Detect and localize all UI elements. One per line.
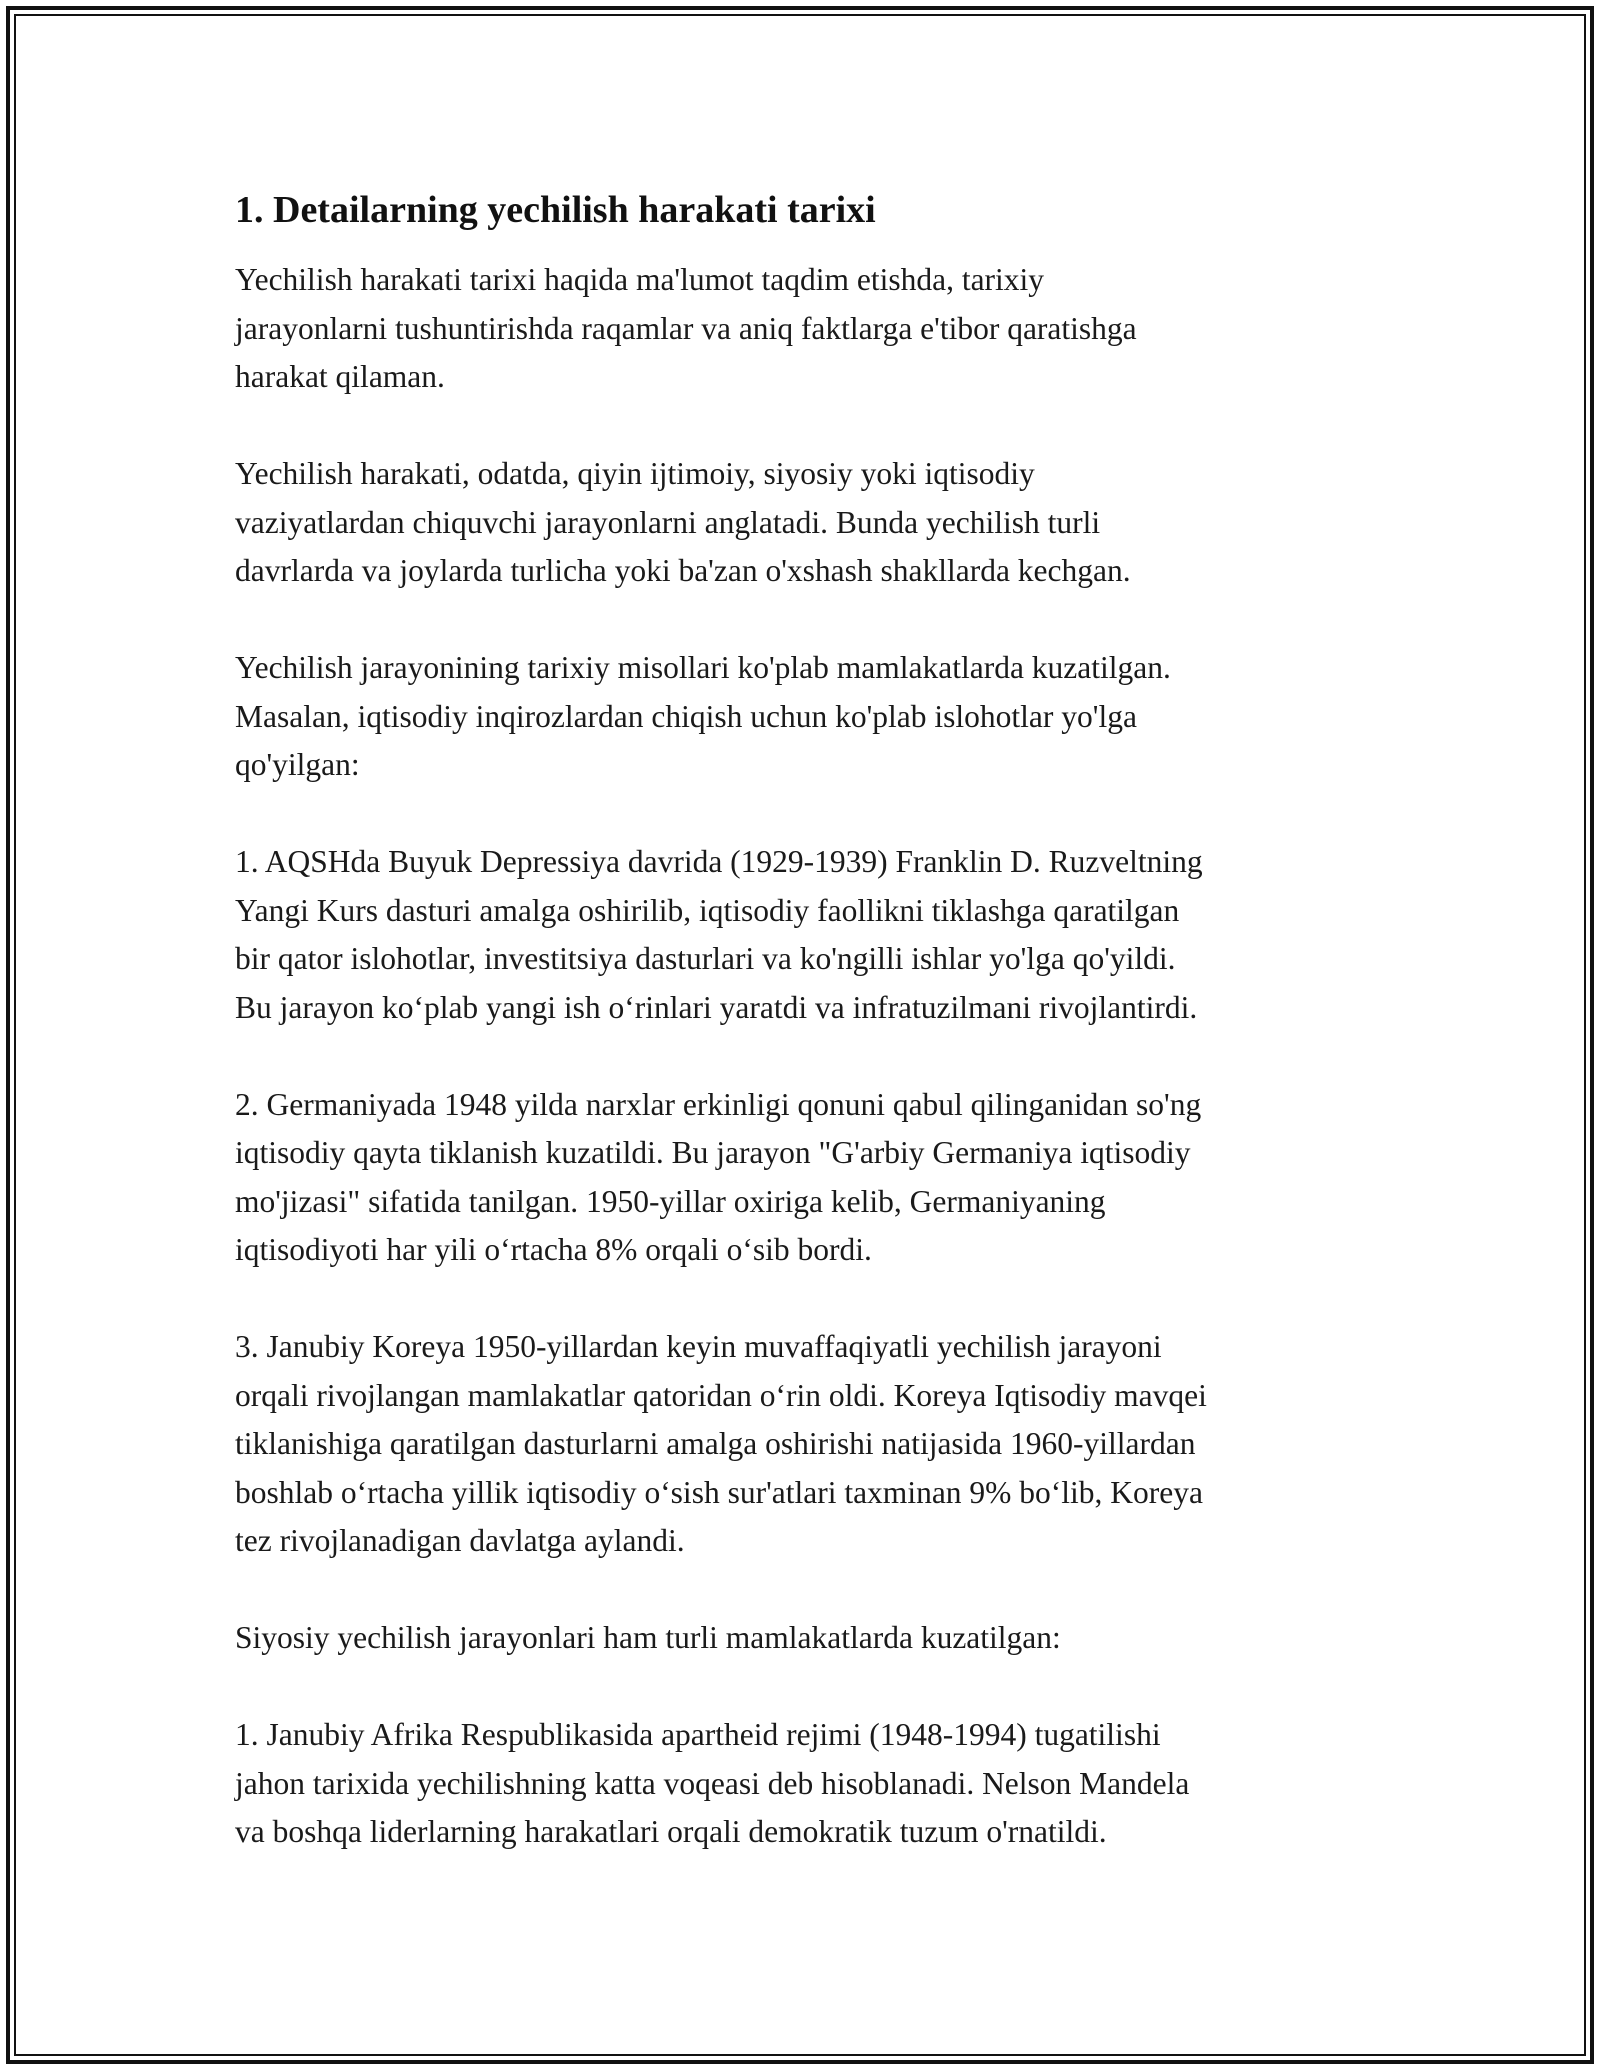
paragraph-example-germany: 2. Germaniyada 1948 yilda narxlar erkinligi qonuni qabul qilinganidan so'ng iqtisodiy qayta tiklanish kuzatildi. Bu jarayon "G'arbiy Germaniya iqtisodiy mo'jizasi" sifatida tanilgan. 1950-yillar oxiriga kelib, Germaniyaning iqtisodiyoti har yili oʻrtacha 8% orqali oʻsib bordi.	[235, 1086, 1202, 1267]
paragraph-example-usa: 1. AQSHda Buyuk Depressiya davrida (1929-1939) Franklin D. Ruzveltning Yangi Kurs dasturi amalga oshirilib, iqtisodiy faollikni tiklashga qaratilgan bir qator islohotlar, investitsiya dasturlari va ko'ngilli ishlar yo'lga qo'yildi. Bu jarayon koʻplab yangi ish oʻrinlari yaratdi va infratuzilmani rivojlantirdi.	[235, 844, 1203, 1025]
paragraph-example-south-africa: 1. Janubiy Afrika Respublikasida apartheid rejimi (1948-1994) tugatilishi jahon tarixida yechilishning katta voqeasi deb hisoblanadi. Nelson Mandela va boshqa liderlarning harakatlari orqali demokratik tuzum o'rnatildi.	[235, 1717, 1190, 1849]
paragraph-political-intro: Siyosiy yechilish jarayonlari ham turli mamlakatlarda kuzatilgan:	[235, 1620, 1061, 1655]
paragraph-examples-intro: Yechilish jarayonining tarixiy misollari ko'plab mamlakatlarda kuzatilgan. Masalan, iqtisodiy inqirozlardan chiqish uchun ko'plab islohotlar yo'lga qo'yilgan:	[235, 650, 1171, 782]
paragraph-definition: Yechilish harakati, odatda, qiyin ijtimoiy, siyosiy yoki iqtisodiy vaziyatlardan chiquvchi jarayonlarni anglatadi. Bunda yechilish turli davrlarda va joylarda turlicha yoki ba'zan o'xshash shakllarda kechgan.	[235, 456, 1131, 588]
section-heading: 1. Detailarning yechilish harakati tarixi	[235, 189, 876, 231]
document-body	[235, 186, 1395, 1905]
paragraph-example-korea: 3. Janubiy Koreya 1950-yillardan keyin muvaffaqiyatli yechilish jarayoni orqali rivojlangan mamlakatlar qatoridan oʻrin oldi. Koreya Iqtisodiy mavqei tiklanishiga qaratilgan dasturlarni amalga oshirishi natijasida 1960-yillardan boshlab oʻrtacha yillik iqtisodiy oʻsish sur'atlari taxminan 9% boʻlib, Koreya tez rivojlanadigan davlatga aylandi.	[235, 1329, 1207, 1558]
paragraph-intro: Yechilish harakati tarixi haqida ma'lumot taqdim etishda, tarixiy jarayonlarni tushuntirishda raqamlar va aniq faktlarga e'tibor qaratishga harakat qilaman.	[235, 262, 1137, 394]
